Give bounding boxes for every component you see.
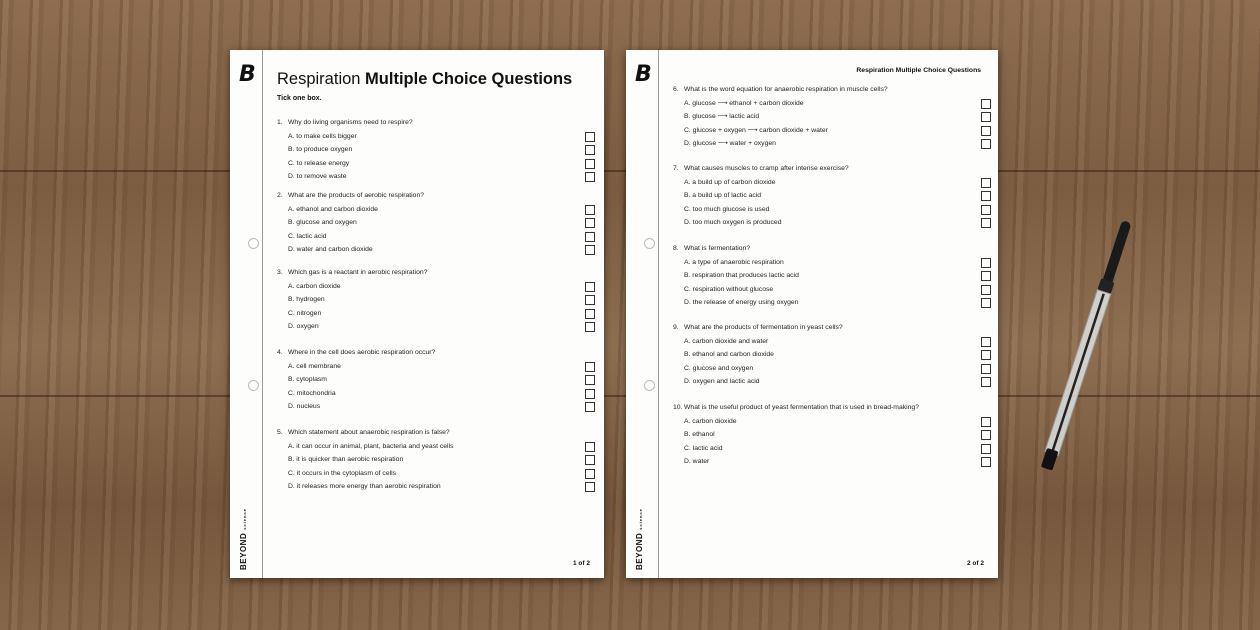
- punch-hole: [644, 238, 655, 249]
- tick-box[interactable]: [981, 364, 991, 374]
- tick-box[interactable]: [981, 457, 991, 467]
- tick-box[interactable]: [585, 205, 595, 215]
- option-label: C. it occurs in the cytoplasm of cells: [288, 469, 397, 477]
- question-text: [673, 162, 983, 176]
- answer-option[interactable]: [673, 335, 983, 349]
- answer-option[interactable]: [277, 170, 587, 184]
- question-label: What is the word equation for anaerobic respiration in muscle cells?: [684, 86, 888, 93]
- question-number: 9.: [673, 324, 679, 331]
- option-label: B. it is quicker than aerobic respiration: [288, 456, 404, 463]
- option-label: B. cytoplasm: [288, 376, 327, 383]
- option-label: C. to release energy: [288, 159, 350, 167]
- option-label: A. cell membrane: [288, 362, 341, 370]
- tick-box[interactable]: [585, 455, 595, 465]
- tick-box[interactable]: [981, 285, 991, 295]
- question-label: What are the products of fermentation in yeast cells?: [684, 324, 843, 331]
- brand-label: [239, 508, 248, 570]
- tick-box[interactable]: [585, 469, 595, 479]
- question-number: 10.: [673, 404, 683, 411]
- title-bold: Multiple Choice Questions: [365, 70, 573, 88]
- answer-option[interactable]: [673, 189, 983, 203]
- tick-box[interactable]: [981, 99, 991, 109]
- tick-box[interactable]: [585, 402, 595, 412]
- option-label: B. ethanol and carbon dioxide: [684, 351, 774, 358]
- brand-sub: science: [638, 508, 643, 530]
- question-text: [673, 401, 983, 415]
- question-text: [277, 116, 587, 130]
- option-label: D. to remove waste: [288, 173, 347, 180]
- option-label: B. glucose ⟶ lactic acid: [684, 113, 760, 120]
- answer-option[interactable]: [277, 130, 587, 144]
- question-7: [673, 162, 983, 230]
- answer-option[interactable]: [277, 373, 587, 387]
- option-label: B. a build up of lactic acid: [684, 192, 762, 199]
- answer-option[interactable]: [673, 269, 983, 283]
- question-number: 7.: [673, 165, 679, 172]
- worksheet-page-2: [626, 50, 998, 578]
- answer-option[interactable]: [673, 442, 983, 456]
- answer-option[interactable]: [277, 453, 587, 467]
- tick-box[interactable]: [981, 444, 991, 454]
- tick-box[interactable]: [585, 375, 595, 385]
- tick-box[interactable]: [585, 282, 595, 292]
- answer-option[interactable]: [277, 293, 587, 307]
- question-text: [277, 346, 587, 360]
- answer-option[interactable]: [277, 467, 587, 481]
- answer-option[interactable]: [277, 157, 587, 171]
- tick-box[interactable]: [585, 295, 595, 305]
- tick-box[interactable]: [981, 191, 991, 201]
- tick-box[interactable]: [981, 258, 991, 268]
- question-label: Where in the cell does aerobic respiration occur?: [288, 349, 436, 356]
- tick-box[interactable]: [981, 430, 991, 440]
- question-5: [277, 426, 587, 494]
- tick-box[interactable]: [585, 245, 595, 255]
- tick-box[interactable]: [585, 218, 595, 228]
- question-9: [673, 321, 983, 389]
- question-number: 8.: [673, 245, 679, 252]
- option-label: C. lactic acid: [684, 444, 723, 452]
- question-label: Which statement about anaerobic respiration is false?: [288, 429, 450, 436]
- tick-box[interactable]: [585, 172, 595, 182]
- pen-ink-tube: [1052, 293, 1105, 451]
- tick-box[interactable]: [981, 271, 991, 281]
- tick-box[interactable]: [981, 218, 991, 228]
- tick-box[interactable]: [585, 389, 595, 399]
- answer-option[interactable]: [673, 256, 983, 270]
- question-text: [673, 83, 983, 97]
- option-label: C. lactic acid: [288, 232, 327, 240]
- option-label: D. it releases more energy than aerobic respiration: [288, 483, 441, 490]
- answer-option[interactable]: [673, 203, 983, 217]
- option-label: A. a type of anaerobic respiration: [684, 258, 784, 266]
- question-4: [277, 346, 587, 414]
- question-text: [277, 426, 587, 440]
- question-label: Which gas is a reactant in aerobic respiration?: [288, 269, 428, 276]
- tick-box[interactable]: [585, 132, 595, 142]
- answer-option[interactable]: [277, 230, 587, 244]
- option-label: A. carbon dioxide: [684, 417, 737, 425]
- question-label: What causes muscles to cramp after intense exercise?: [684, 165, 849, 172]
- tick-box[interactable]: [981, 205, 991, 215]
- option-label: D. nucleus: [288, 403, 321, 410]
- answer-option[interactable]: [277, 243, 587, 257]
- answer-option[interactable]: [673, 137, 983, 151]
- question-1: [277, 116, 587, 184]
- question-number: 3.: [277, 269, 283, 276]
- answer-option[interactable]: [277, 400, 587, 414]
- pen-cap: [1101, 220, 1132, 290]
- option-label: C. mitochondria: [288, 389, 336, 397]
- question-text: [673, 242, 983, 256]
- brand-name: BEYOND: [635, 532, 644, 570]
- tick-box[interactable]: [585, 442, 595, 452]
- ballpoint-pen: [1035, 218, 1138, 477]
- answer-option[interactable]: [277, 480, 587, 494]
- question-number: 1.: [277, 119, 283, 126]
- answer-option[interactable]: [673, 415, 983, 429]
- question-number: 5.: [277, 429, 283, 436]
- option-label: C. too much glucose is used: [684, 205, 770, 213]
- question-8: [673, 242, 983, 310]
- question-text: [277, 189, 587, 203]
- beyond-logo-icon: B: [239, 62, 256, 87]
- answer-option[interactable]: [673, 216, 983, 230]
- answer-option[interactable]: [277, 360, 587, 374]
- answer-option[interactable]: [673, 283, 983, 297]
- brand-label: [635, 508, 644, 570]
- answer-option[interactable]: [673, 296, 983, 310]
- beyond-logo-icon: B: [635, 62, 652, 87]
- tick-box[interactable]: [981, 350, 991, 360]
- option-label: B. respiration that produces lactic acid: [684, 272, 799, 279]
- answer-option[interactable]: [277, 387, 587, 401]
- punch-hole: [644, 380, 655, 391]
- tick-box[interactable]: [981, 178, 991, 188]
- option-label: A. glucose ⟶ ethanol + carbon dioxide: [684, 99, 804, 107]
- running-header: Respiration Multiple Choice Questions: [856, 67, 981, 74]
- margin-line: [658, 50, 659, 578]
- title-light: Respiration: [277, 70, 366, 88]
- tick-box[interactable]: [981, 126, 991, 136]
- tick-box[interactable]: [585, 309, 595, 319]
- instruction: Tick one box.: [277, 95, 322, 102]
- option-label: D. glucose ⟶ water + oxygen: [684, 140, 776, 147]
- option-label: D. water: [684, 458, 710, 465]
- punch-hole: [248, 380, 259, 391]
- answer-option[interactable]: [673, 97, 983, 111]
- answer-option[interactable]: [277, 143, 587, 157]
- question-number: 6.: [673, 86, 679, 93]
- answer-option[interactable]: [673, 110, 983, 124]
- option-label: B. glucose and oxygen: [288, 219, 357, 226]
- tick-box[interactable]: [981, 139, 991, 149]
- answer-option[interactable]: [673, 428, 983, 442]
- answer-option[interactable]: [277, 216, 587, 230]
- answer-option[interactable]: [673, 348, 983, 362]
- answer-option[interactable]: [277, 440, 587, 454]
- page-title: [277, 70, 572, 89]
- option-label: D. too much oxygen is produced: [684, 219, 782, 226]
- tick-box[interactable]: [585, 322, 595, 332]
- option-label: A. to make cells bigger: [288, 132, 357, 140]
- tick-box[interactable]: [585, 232, 595, 242]
- tick-box[interactable]: [981, 377, 991, 387]
- pen-end-plug: [1041, 448, 1059, 471]
- punch-hole: [248, 238, 259, 249]
- question-label: What are the products of aerobic respiration?: [288, 192, 425, 199]
- question-number: 2.: [277, 192, 283, 199]
- answer-option[interactable]: [277, 280, 587, 294]
- option-label: A. ethanol and carbon dioxide: [288, 205, 378, 213]
- answer-option[interactable]: [673, 375, 983, 389]
- answer-option[interactable]: [277, 320, 587, 334]
- answer-option[interactable]: [673, 455, 983, 469]
- answer-option[interactable]: [673, 124, 983, 138]
- option-label: D. oxygen: [288, 323, 319, 330]
- worksheet-page-1: [230, 50, 604, 578]
- question-text: [277, 266, 587, 280]
- tick-box[interactable]: [981, 112, 991, 122]
- option-label: C. nitrogen: [288, 309, 322, 317]
- answer-option[interactable]: [277, 307, 587, 321]
- page-number: 2 of 2: [967, 560, 984, 567]
- question-label: What is the useful product of yeast fermentation that is used in bread-making?: [684, 404, 919, 411]
- page-number: 1 of 2: [573, 560, 590, 567]
- tick-box[interactable]: [585, 159, 595, 169]
- brand-sub: science: [242, 508, 247, 530]
- tick-box[interactable]: [981, 417, 991, 427]
- option-label: A. carbon dioxide: [288, 282, 341, 290]
- option-label: B. ethanol: [684, 431, 715, 438]
- option-label: D. oxygen and lactic acid: [684, 378, 760, 385]
- tick-box[interactable]: [585, 145, 595, 155]
- question-6: [673, 83, 983, 151]
- question-10: [673, 401, 983, 469]
- option-label: D. water and carbon dioxide: [288, 246, 373, 253]
- answer-option[interactable]: [673, 362, 983, 376]
- option-label: B. hydrogen: [288, 296, 325, 303]
- option-label: A. it can occur in animal, plant, bacteria and yeast cells: [288, 442, 454, 450]
- question-label: What is fermentation?: [684, 245, 751, 252]
- option-label: C. glucose + oxygen ⟶ carbon dioxide + water: [684, 126, 828, 134]
- brand-name: BEYOND: [239, 532, 248, 570]
- answer-option[interactable]: [673, 176, 983, 190]
- option-label: C. glucose and oxygen: [684, 364, 754, 372]
- tick-box[interactable]: [981, 337, 991, 347]
- question-number: 4.: [277, 349, 283, 356]
- answer-option[interactable]: [277, 203, 587, 217]
- option-label: A. a build up of carbon dioxide: [684, 178, 776, 186]
- margin-line: [262, 50, 263, 578]
- question-label: Why do living organisms need to respire?: [288, 119, 413, 126]
- tick-box[interactable]: [585, 482, 595, 492]
- option-label: B. to produce oxygen: [288, 146, 353, 153]
- option-label: C. respiration without glucose: [684, 285, 774, 293]
- tick-box[interactable]: [585, 362, 595, 372]
- option-label: A. carbon dioxide and water: [684, 337, 769, 345]
- question-3: [277, 266, 587, 334]
- question-2: [277, 189, 587, 257]
- tick-box[interactable]: [981, 298, 991, 308]
- question-text: [673, 321, 983, 335]
- option-label: D. the release of energy using oxygen: [684, 299, 799, 306]
